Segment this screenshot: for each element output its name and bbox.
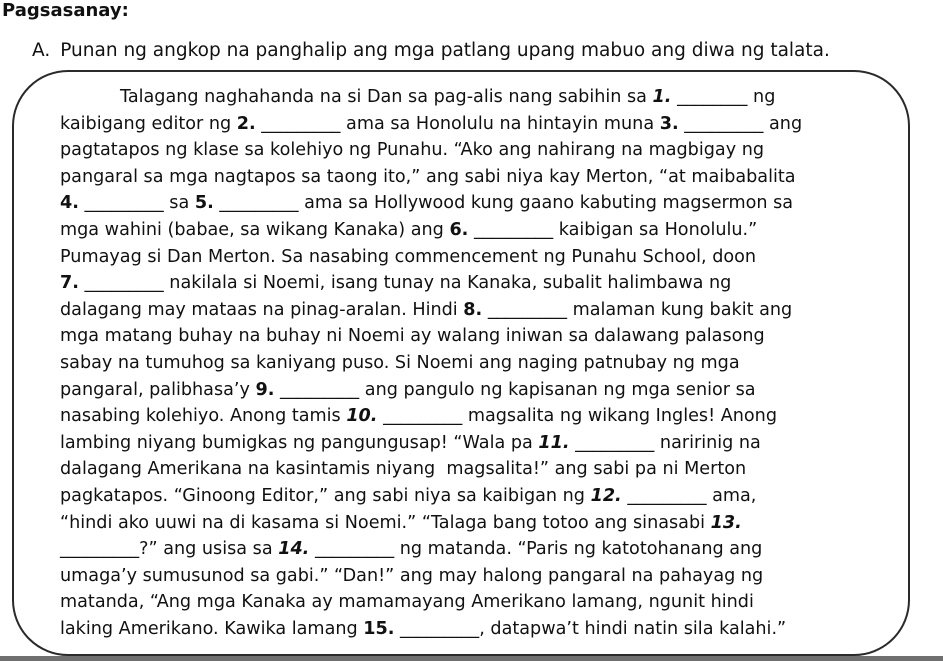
passage-text: mga matang buhay na buhay ni Noemi ay walang iniwan sa dalawang palasong: [60, 326, 765, 347]
passage-line: [60, 403, 910, 430]
instruction: [32, 39, 830, 63]
blank-number: 12.: [590, 485, 622, 506]
passage-text: umaga’y sumusunod sa gabi.” “Dan!” ang may halong pangaral na pahayag ng: [60, 565, 764, 586]
blank-number: 6.: [449, 219, 469, 240]
passage-text: nasabing kolehiyo. Anong tamis: [60, 406, 347, 427]
passage-line: [60, 323, 910, 350]
passage-text: laking Amerikano. Kawika lamang: [60, 618, 364, 639]
passage-line: [60, 350, 910, 377]
passage-line: [60, 563, 910, 590]
passage-line: [60, 377, 910, 404]
passage-text: pangaral, palibhasa’y: [60, 379, 256, 400]
passage-text: kaibigang editor ng: [60, 113, 237, 134]
passage-text: pangaral sa mga nagtapos sa taong ito,” ang sabi niya kay Merton, “at maibabalita: [60, 166, 796, 187]
passage-line: [60, 616, 910, 643]
passage-text: _________ ng matanda. “Paris ng katotohanang ang: [309, 539, 763, 560]
passage-line: [60, 270, 910, 297]
passage-text: pagtatapos ng klase sa kolehiyo ng Punahu. “Ako ang nahirang na magbigay ng: [60, 140, 765, 161]
passage-text: sabay na tumuhog sa kaniyang puso. Si Noemi ang naging patnubay ng mga: [60, 352, 740, 373]
passage-text: _________ ang: [678, 113, 803, 134]
passage-text: “hindi ako uuwi na di kasama si Noemi.” “Talaga bang totoo ang sinasabi: [60, 512, 711, 533]
blank-number: 8.: [463, 299, 483, 320]
passage-text: _________ naririnig na: [569, 432, 761, 453]
passage-line: [60, 483, 910, 510]
passage-line: [60, 589, 910, 616]
blank-number: 14.: [278, 539, 310, 560]
passage-text: _________ ama sa Hollywood kung gaano kabuting magsermon sa: [213, 193, 794, 214]
instruction-text: Punan ng angkop na panghalip ang mga patlang upang mabuo ang diwa ng talata.: [60, 40, 830, 61]
passage-line: [60, 137, 910, 164]
passage-line: [60, 84, 910, 111]
passage-text: _________ nakilala si Noemi, isang tunay na Kanaka, subalit halimbawa ng: [78, 273, 732, 294]
blank-number: 2.: [236, 113, 256, 134]
instruction-letter: A.: [32, 40, 51, 61]
bottom-rule: [0, 656, 943, 661]
passage-text: pagkatapos. “Ginoong Editor,” ang sabi niya sa kaibigan ng: [60, 485, 591, 506]
blank-number: 11.: [538, 432, 570, 453]
blank-number: 5.: [194, 193, 214, 214]
passage-text: _________?” ang usisa sa: [60, 539, 279, 560]
passage-text: Talagang naghahanda na si Dan sa pag-alis nang sabihin sa: [120, 87, 653, 107]
passage-text: _________ sa: [78, 193, 195, 214]
blank-number: 15.: [363, 618, 395, 639]
passage-line: [60, 456, 910, 483]
blank-number: 13.: [710, 512, 742, 533]
blank-number: 9.: [255, 379, 275, 400]
passage-line: [60, 164, 910, 191]
passage-text: _________ ama sa Honolulu na hintayin muna: [255, 113, 660, 134]
passage-line: [60, 111, 910, 138]
passage-text: ________ ng: [671, 87, 776, 107]
passage-text: _________ ang pangulo ng kapisanan ng mga senior sa: [274, 379, 756, 400]
passage-text: Pumayag si Dan Merton. Sa nasabing commencement ng Punahu School, doon: [60, 246, 757, 267]
passage-line: [60, 536, 910, 563]
passage-text: dalagang Amerikana na kasintamis niyang magsalita!” ang sabi pa ni Merton: [60, 459, 747, 480]
blank-number: 4.: [60, 193, 79, 214]
passage-text: lambing niyang bumigkas ng pangungusap! “Wala pa: [60, 432, 539, 453]
passage-text: _________ malaman kung bakit ang: [482, 299, 793, 320]
passage: [60, 84, 910, 642]
passage-line: [60, 430, 910, 457]
passage-line: [60, 297, 910, 324]
blank-number: 3.: [659, 113, 679, 134]
passage-line: [60, 244, 910, 271]
passage-text: mga wahini (babae, sa wikang Kanaka) ang: [60, 219, 450, 240]
blank-number: 10.: [346, 406, 378, 427]
blank-number: 7.: [60, 273, 79, 294]
blank-number: 1.: [652, 87, 672, 107]
passage-line: [60, 217, 910, 244]
passage-text: _________ ama,: [621, 485, 757, 506]
passage-text: _________ magsalita ng wikang Ingles! Anong: [377, 406, 777, 427]
passage-line: [60, 190, 910, 217]
passage-line: [60, 510, 910, 537]
passage-text: _________ kaibigan sa Honolulu.”: [468, 219, 758, 240]
passage-text: dalagang may mataas na pinag-aralan. Hindi: [60, 299, 464, 320]
page-heading: Pagsasanay:: [2, 0, 129, 21]
passage-text: matanda, “Ang mga Kanaka ay mamamayang Amerikano lamang, ngunit hindi: [60, 592, 754, 613]
passage-text: _________, datapwa’t hindi natin sila kalahi.”: [394, 618, 787, 639]
